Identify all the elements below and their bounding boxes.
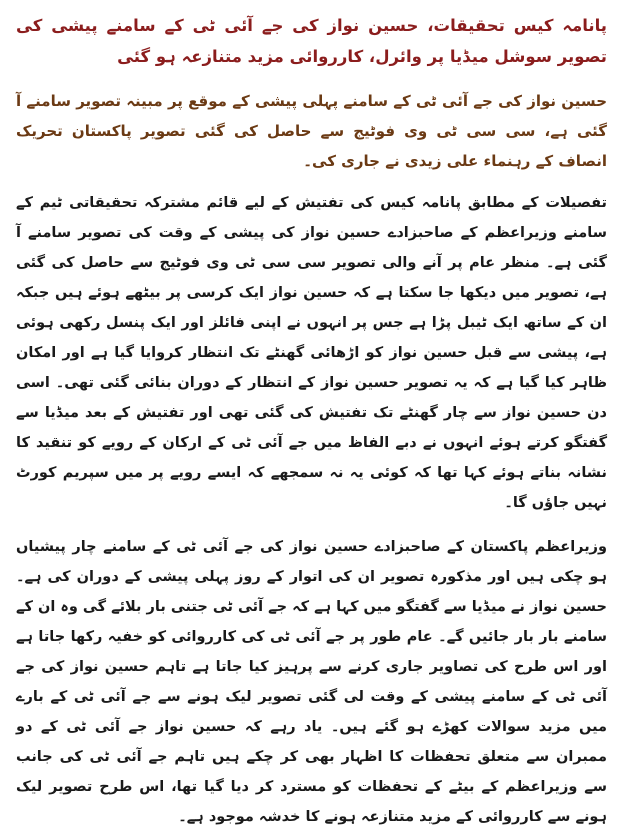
article-headline: پانامہ کیس تحقیقات، حسین نواز کی جے آئی ٹی کے سامنے پیشی کی تصویر سوشل میڈیا پر وائرل، کارروائی مزید متنازعہ ہو گئی bbox=[16, 16, 607, 66]
article-paragraph: تفصیلات کے مطابق پانامہ کیس کی تفتیش کے لیے قائم مشترکہ تحقیقاتی ٹیم کے سامنے وزیراعظم کے صاحبزادے حسین نواز کی پیشی کے وقت کی تصویر سامنے آ گئی ہے۔ منظر عام پر آنے والی تصویر سی سی ٹی وی فوٹیج سے حاصل کی گئی ہے، تصویر میں دیکھا جا سکتا ہے کہ حسین نواز ایک کرسی پر بیٹھے ہوئے ہیں جبکہ ان کے ساتھ ایک ٹیبل پڑا ہے جس پر انہوں نے اپنی فائلز اور ایک پنسل رکھی ہوئی ہے، پیشی سے قبل حسین نواز کو اڑھائی گھنٹے تک انتظار کروایا گیا ہے اور امکان ظاہر کیا گیا ہے کہ یہ تصویر حسین نواز کے انتظار کے دوران بنائی گئی تھی۔ اسی دن حسین نواز سے چار گھنٹے تک تفتیش کی گئی تھی اور تفتیش کے بعد میڈیا سے گفتگو کرتے ہوئے انہوں نے دبے الفاظ میں جے آئی ٹی کے ارکان کے رویے کو تنقید کا نشانہ بناتے ہوئے کہا تھا کہ کوئی یہ نہ سمجھے کہ ایسے رویے پر میں سپریم کورٹ نہیں جاؤں گا۔ bbox=[16, 195, 607, 511]
article-paragraph: وزیراعظم پاکستان کے صاحبزادے حسین نواز کی جے آئی ٹی کے سامنے چار پیشیاں ہو چکی ہیں اور مذکورہ تصویر ان کی اتوار کے روز پہلی پیشی کے دوران کی ہے۔ حسین نواز نے میڈیا سے گفتگو میں کہا ہے کہ جے آئی ٹی جتنی بار بلائے گی وہ ان کے سامنے بار بار جائیں گے۔ عام طور پر جے آئی ٹی کی کارروائی کو خفیہ رکھا جاتا ہے اور اس طرح کی تصاویر جاری کرنے سے پرہیز کیا جاتا ہے تاہم حسین نواز کی جے آئی ٹی کے سامنے پیشی کے وقت لی گئی تصویر لیک ہونے سے جے آئی ٹی کے بارے میں مزید سوالات کھڑے ہو گئے ہیں۔ یاد رہے کہ حسین نواز جے آئی ٹی کے دو ممبران سے متعلق تحفظات کا اظہار بھی کر چکے ہیں تاہم جے آئی ٹی کی جانب سے وزیراعظم کے بیٹے کے تحفظات کو مسترد کر دیا گیا تھا، اس طرح تصویر لیک ہونے سے کارروائی کے مزید متنازعہ ہونے کا خدشہ موجود ہے۔ bbox=[16, 539, 607, 825]
article-intro: حسین نواز کی جے آئی ٹی کے سامنے پہلی پیشی کے موقع پر مبینہ تصویر سامنے آ گئی ہے، سی سی ٹی وی فوٹیج سے حاصل کی گئی تصویر پاکستان تحریک انصاف کے رہنماء علی زیدی نے جاری کی۔ bbox=[16, 92, 607, 170]
